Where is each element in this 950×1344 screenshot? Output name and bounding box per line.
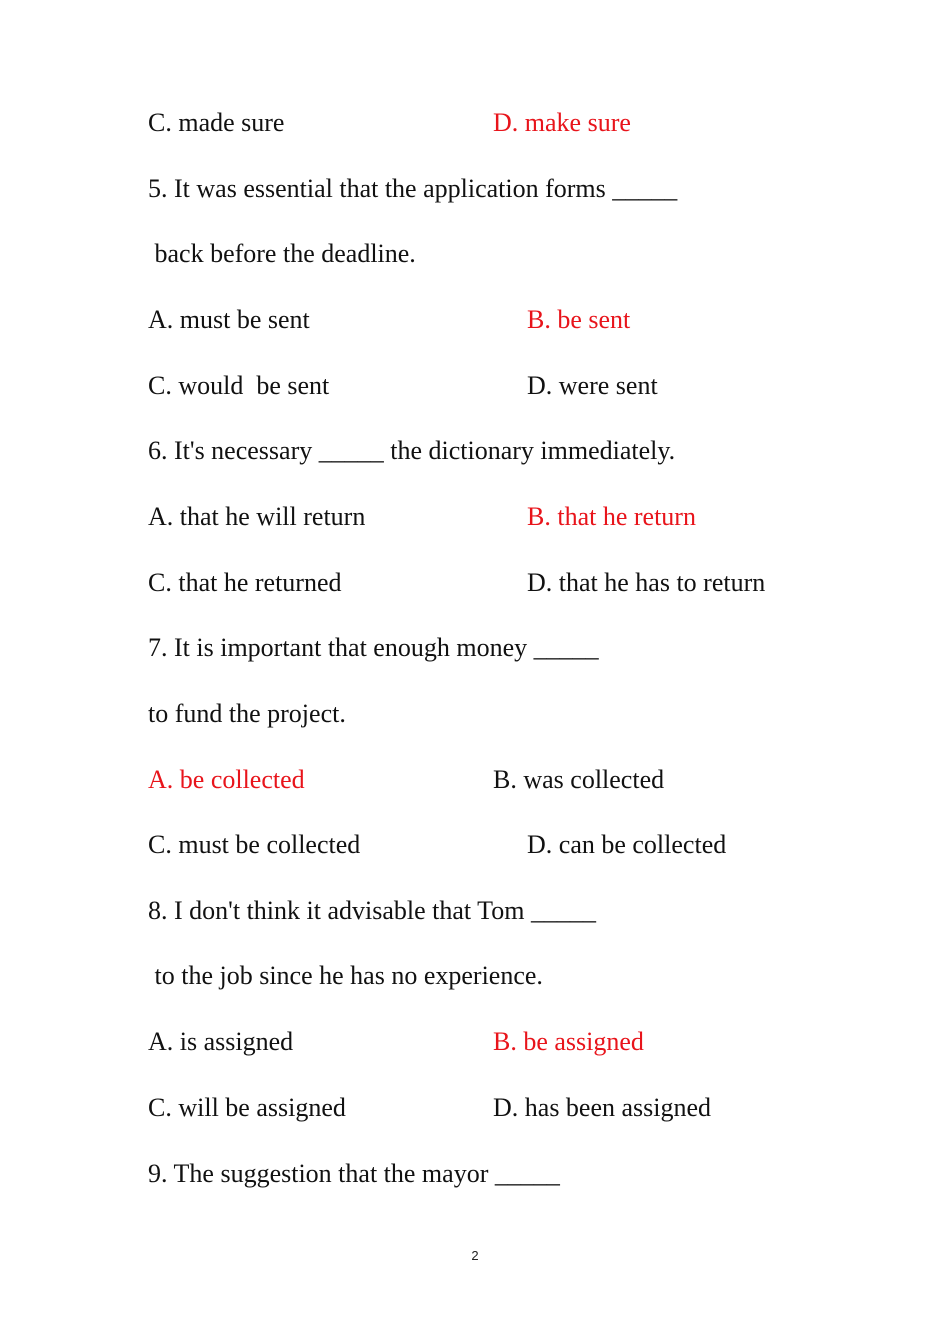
q7-stem-line2: to fund the project. — [148, 699, 346, 728]
q4-option-c: C. made sure — [148, 108, 285, 137]
q9-stem-line1: 9. The suggestion that the mayor _____ — [148, 1159, 560, 1188]
q6-stem-line1: 6. It's necessary _____ the dictionary immediately. — [148, 436, 676, 465]
q5-option-d: D. were sent — [527, 371, 658, 400]
q8-option-b-answer: B. be assigned — [493, 1027, 644, 1056]
q7-option-b: B. was collected — [493, 765, 665, 794]
q7-option-d: D. can be collected — [527, 830, 727, 859]
q8-stem-line1: 8. I don't think it advisable that Tom _____ — [148, 896, 596, 925]
q6-option-a: A. that he will return — [148, 502, 366, 531]
q8-stem-line2: to the job since he has no experience. — [148, 961, 543, 990]
q5-stem-line2: back before the deadline. — [148, 239, 416, 268]
page-number: 2 — [471, 1248, 479, 1263]
q8-option-a: A. is assigned — [148, 1027, 294, 1056]
q6-option-c: C. that he returned — [148, 568, 342, 597]
q5-option-c: C. would be sent — [148, 371, 330, 400]
q5-option-a: A. must be sent — [148, 305, 310, 334]
q5-option-b-answer: B. be sent — [527, 305, 631, 334]
q4-option-d-answer: D. make sure — [493, 108, 631, 137]
q7-option-c: C. must be collected — [148, 830, 361, 859]
q5-stem-line1: 5. It was essential that the application forms _____ — [148, 174, 678, 203]
q7-stem-line1: 7. It is important that enough money _____ — [148, 633, 599, 662]
q7-option-a-answer: A. be collected — [148, 765, 305, 794]
q6-option-d: D. that he has to return — [527, 568, 766, 597]
q6-option-b-answer: B. that he return — [527, 502, 696, 531]
q8-option-c: C. will be assigned — [148, 1093, 346, 1122]
q8-option-d: D. has been assigned — [493, 1093, 712, 1122]
